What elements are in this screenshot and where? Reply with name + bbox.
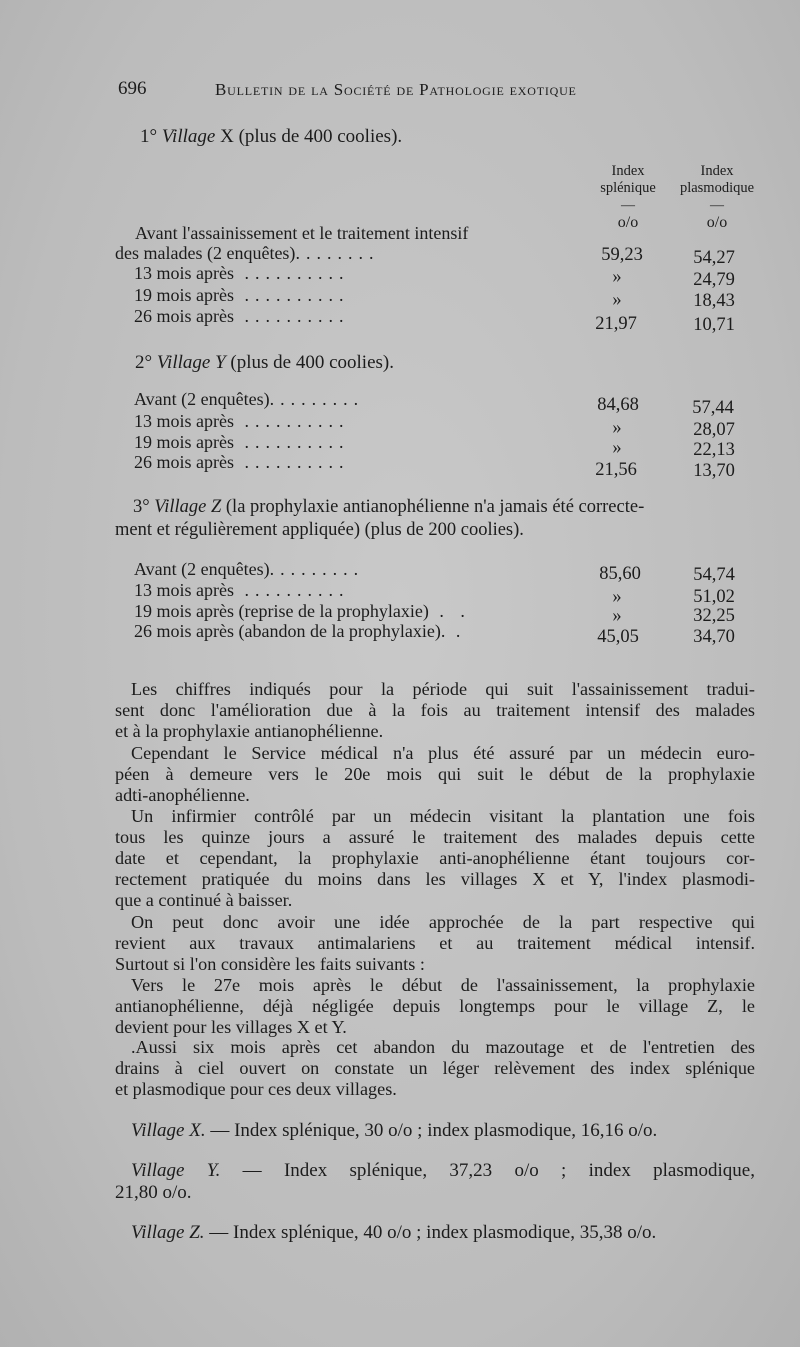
s3-row1-splenique: » [612, 587, 622, 607]
s3-row1-label: 13 mois après .......... [134, 580, 350, 600]
section-1-number: 1° [140, 126, 158, 147]
p1-line1: Les chiffres indiqués pour la période qui suit l'assainissement tradui- [131, 679, 755, 699]
summary-y-cont: 21,80 o/o. [115, 1182, 192, 1203]
p5-line3: devient pour les villages X et Y. [115, 1017, 347, 1037]
s2-row2-plasmodique: 22,13 [693, 440, 735, 460]
p2-line1: Cependant le Service médical n'a plus été assuré par un médecin euro- [131, 743, 755, 763]
s1-row1-label: 13 mois après .......... [134, 263, 350, 283]
paragraph-2 [115, 743, 755, 806]
s3-row3-plasmodique: 34,70 [693, 627, 735, 647]
p2-line3: adti-anophélienne. [115, 785, 250, 805]
section-2-village-word: Village [156, 352, 211, 373]
section-2-title [135, 352, 394, 374]
section-3-number: 3° [133, 497, 150, 517]
summary-village-z [115, 1222, 755, 1244]
s1-row2-label: 19 mois après .......... [134, 285, 350, 305]
summary-y-text: — Index splénique, 37,23 o/o ; index plasmodique, [242, 1160, 755, 1181]
s2-row2-label: 19 mois après .......... [134, 432, 350, 452]
col2-line1: Index [700, 163, 734, 179]
s1-row3-splenique: 21,97 [595, 314, 637, 334]
col1-unit: o/o [617, 214, 639, 231]
s2-row3-label: 26 mois après .......... [134, 452, 350, 472]
p3-line3: date et cependant, la prophylaxie anti-anophélienne étant toujours cor- [115, 848, 755, 868]
s3-row2-splenique: » [612, 606, 622, 626]
col2-dash: — [710, 198, 724, 213]
p6-line3: et plasmodique pour ces deux villages. [115, 1079, 397, 1099]
col2-unit: o/o [706, 214, 728, 231]
s1-row0-cont: des malades (2 enquêtes)........ [115, 243, 380, 263]
journal-title: Bulletin de la Société de Pathologie exotique [215, 80, 577, 99]
p3-line4: rectement pratiquée du moins dans les villages X et Y, l'index plasmodi- [115, 869, 755, 889]
section-1-village-word: Village [161, 126, 216, 147]
paragraph-5 [115, 975, 755, 1038]
s2-row3-plasmodique: 13,70 [693, 461, 735, 481]
p6-line2: drains à ciel ouvert on constate un léger relèvement des index splénique [115, 1058, 755, 1078]
s2-row2-splenique: » [612, 438, 622, 458]
section-2-village-name: Y [215, 352, 226, 373]
p1-line2: sent donc l'amélioration due à la fois au traitement intensif des malades [115, 700, 755, 720]
summary-z-village: Village Z. [131, 1222, 205, 1243]
col1-line2: splénique [600, 180, 656, 196]
s1-row1-plasmodique: 24,79 [693, 270, 735, 290]
summary-x-text: — Index splénique, 30 o/o ; index plasmodique, 16,16 o/o. [210, 1120, 658, 1141]
col1-dash: — [621, 198, 635, 213]
s1-row3-label: 26 mois après .......... [134, 306, 350, 326]
s1-row1-splenique: » [612, 267, 622, 287]
p5-line2: antianophélienne, déjà négligée depuis longtemps pour le village Z, le [115, 996, 755, 1016]
s2-row0-splenique: 84,68 [597, 395, 639, 415]
s3-row0-label: Avant (2 enquêtes)......... [134, 559, 365, 579]
s1-row0-splenique: 59,23 [601, 245, 643, 265]
p3-line5: que a continué à baisser. [115, 890, 293, 910]
s1-row0-label: Avant l'assainissement et le traitement intensif [135, 223, 469, 243]
section-1-description: (plus de 400 coolies). [238, 126, 403, 147]
summary-village-y [115, 1160, 755, 1204]
section-2-description: (plus de 400 coolies). [230, 352, 394, 373]
s1-row0-plasmodique: 54,27 [693, 248, 735, 268]
col-header-plasmodique [662, 163, 772, 197]
section-1-village-name: X [220, 126, 234, 147]
section-1-title [140, 126, 402, 148]
paragraph-6 [115, 1037, 755, 1100]
p4-line3: Surtout si l'on considère les faits suivants : [115, 954, 425, 974]
section-2-number: 2° [135, 352, 153, 373]
s3-row0-splenique: 85,60 [599, 564, 641, 584]
col2-line2: plasmodique [679, 180, 755, 196]
p4-line2: revient aux travaux antimalariens et au traitement médical intensif. [115, 933, 755, 953]
s2-row0-plasmodique: 57,44 [692, 398, 734, 418]
s3-row2-label: 19 mois après (reprise de la prophylaxie) . . [134, 601, 471, 621]
s1-row2-plasmodique: 18,43 [693, 291, 735, 311]
s3-row0-plasmodique: 54,74 [693, 565, 735, 585]
s3-row3-splenique: 45,05 [597, 627, 639, 647]
col1-line1: Index [611, 163, 645, 179]
s3-row2-plasmodique: 32,25 [693, 606, 735, 626]
p3-line2: tous les quinze jours a assuré le traitement des malades depuis cette [115, 827, 755, 847]
p4-line1: On peut donc avoir une idée approchée de la part respective qui [131, 912, 755, 932]
section-3-description-line2: ment et régulièrement appliquée) (plus de 200 coolies). [115, 520, 524, 540]
s1-row3-plasmodique: 10,71 [693, 315, 735, 335]
s1-row2-splenique: » [612, 290, 622, 310]
summary-village-x [115, 1120, 755, 1142]
p2-line2: péen à demeure vers le 20e mois qui suit le début de la prophylaxie [115, 764, 755, 784]
section-3-village-name: Z [210, 497, 222, 517]
s3-row1-plasmodique: 51,02 [693, 587, 735, 607]
p5-line1: Vers le 27e mois après le début de l'assainissement, la prophylaxie [131, 975, 755, 995]
p6-line1: .Aussi six mois après cet abandon du mazoutage et de l'entretien des [131, 1037, 755, 1057]
paragraph-3 [115, 806, 755, 911]
summary-z-text: — Index splénique, 40 o/o ; index plasmodique, 35,38 o/o. [209, 1222, 657, 1243]
p3-line1: Un infirmier contrôlé par un médecin visitant la plantation une fois [131, 806, 755, 826]
summary-x-village: Village X. [131, 1120, 206, 1141]
s2-row1-splenique: » [612, 418, 622, 438]
s3-row3-label: 26 mois après (abandon de la prophylaxie). . [134, 621, 467, 641]
s2-row1-plasmodique: 28,07 [693, 420, 735, 440]
s2-row1-label: 13 mois après .......... [134, 411, 350, 431]
summary-y-village: Village Y. [131, 1160, 221, 1181]
s2-row0-label: Avant (2 enquêtes)......... [134, 389, 365, 409]
paragraph-1 [115, 679, 755, 742]
section-3-description-line1: (la prophylaxie antianophélienne n'a jamais été correcte- [225, 497, 645, 517]
p1-line3: et à la prophylaxie antianophélienne. [115, 721, 384, 741]
page-number: 696 [118, 78, 147, 99]
section-3-village-word: Village [154, 497, 207, 517]
paragraph-4 [115, 912, 755, 975]
s2-row3-splenique: 21,56 [595, 460, 637, 480]
section-3-title [133, 497, 644, 518]
